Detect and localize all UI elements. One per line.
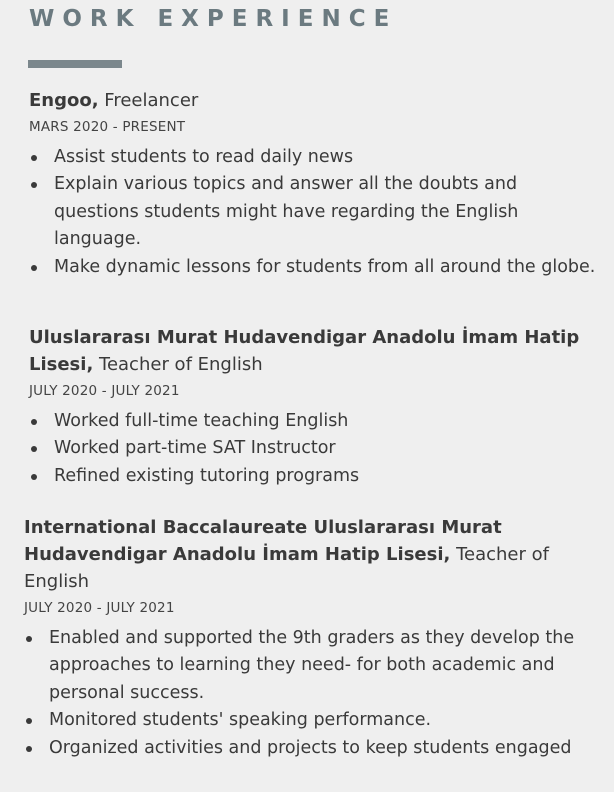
job-dates: JULY 2020 - JULY 2021 <box>29 383 180 399</box>
list-item: Organized activities and projects to keep students engaged <box>24 735 599 762</box>
list-item: Enabled and supported the 9th graders as they develop the approaches to learning they need- for both academic and personal success. <box>24 625 599 707</box>
job-duties-list <box>29 144 599 281</box>
job-role: Teacher of English <box>93 354 263 375</box>
list-item: Explain various topics and answer all the doubts and questions students might have regarding the English language. <box>29 171 599 253</box>
list-item: Assist students to read daily news <box>29 144 599 171</box>
list-item: Refined existing tutoring programs <box>29 463 599 490</box>
job-entry-imam-hatip <box>29 324 599 490</box>
title-underline <box>28 60 122 68</box>
list-item: Make dynamic lessons for students from all around the globe. <box>29 254 599 281</box>
job-duties-list <box>29 408 599 490</box>
job-dates: JULY 2020 - JULY 2021 <box>24 600 175 616</box>
list-item: Worked part-time SAT Instructor <box>29 435 599 462</box>
job-role: Freelancer <box>98 90 199 111</box>
job-organization: Engoo, <box>29 90 99 111</box>
job-dates: MARS 2020 - PRESENT <box>29 119 186 135</box>
job-entry-ib <box>24 514 599 762</box>
job-organization: International Baccalaureate Uluslararası Murat Hudavendigar Anadolu İmam Hatip Lisesi, <box>24 517 502 565</box>
job-heading <box>29 87 599 114</box>
job-entry-engoo <box>29 87 599 281</box>
list-item: Worked full-time teaching English <box>29 408 599 435</box>
job-heading <box>29 324 599 378</box>
list-item: Monitored students' speaking performance. <box>24 707 599 734</box>
job-duties-list <box>24 625 599 762</box>
section-title: WORK EXPERIENCE <box>29 6 398 32</box>
job-role: Teacher of English <box>24 544 549 592</box>
job-organization: Uluslararası Murat Hudavendigar Anadolu İmam Hatip Lisesi, <box>29 327 580 375</box>
job-heading <box>24 514 599 595</box>
